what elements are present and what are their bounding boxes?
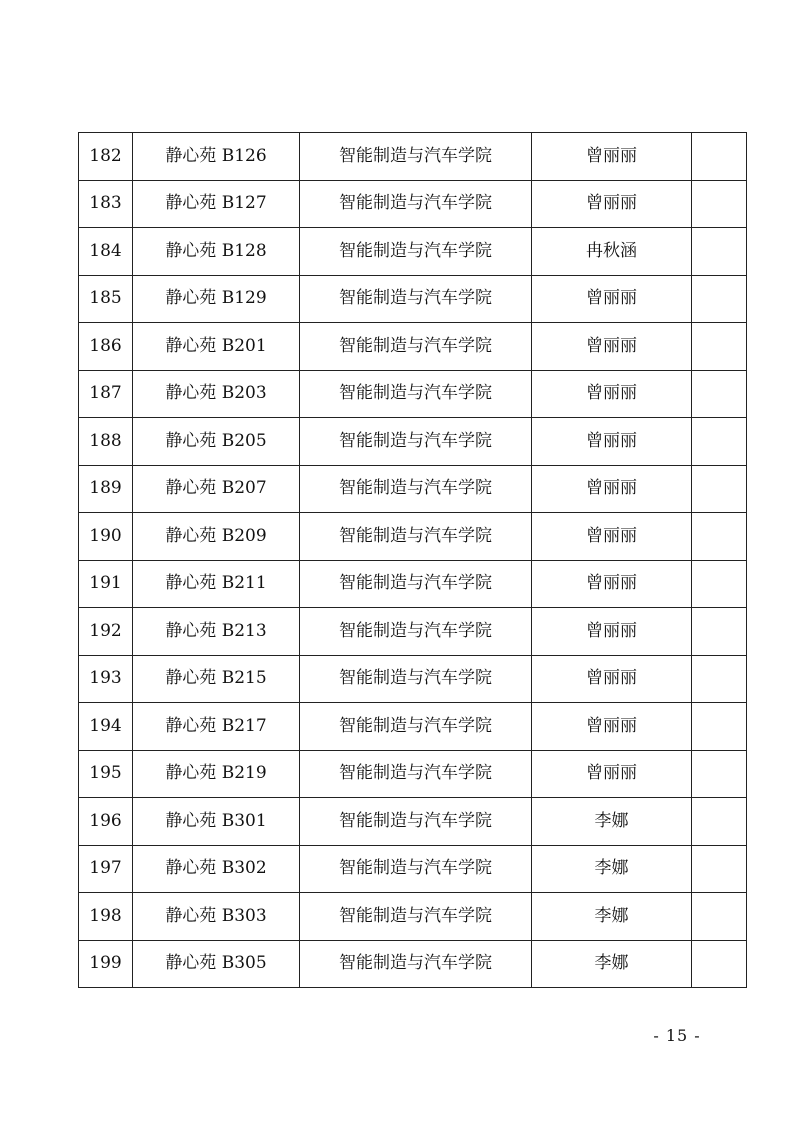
table-row [79,703,747,751]
room-name: 静心苑 B305 [133,940,300,988]
college-name: 智能制造与汽车学院 [300,608,532,656]
table-row [79,798,747,846]
person-in-charge: 李娜 [532,845,692,893]
room-name: 静心苑 B215 [133,655,300,703]
room-name: 静心苑 B219 [133,750,300,798]
note-cell [692,228,747,276]
room-name: 静心苑 B205 [133,418,300,466]
table-row [79,180,747,228]
room-name: 静心苑 B213 [133,608,300,656]
table-row [79,940,747,988]
row-number: 199 [79,940,133,988]
row-number: 196 [79,798,133,846]
person-in-charge: 曾丽丽 [532,703,692,751]
table-row [79,323,747,371]
row-number: 191 [79,560,133,608]
person-in-charge: 李娜 [532,893,692,941]
note-cell [692,940,747,988]
row-number: 198 [79,893,133,941]
table-row [79,655,747,703]
row-number: 195 [79,750,133,798]
person-in-charge: 曾丽丽 [532,370,692,418]
page-number: - 15 - [653,1026,701,1045]
table-row [79,275,747,323]
person-in-charge: 曾丽丽 [532,323,692,371]
room-name: 静心苑 B126 [133,133,300,181]
note-cell [692,370,747,418]
table-body [79,133,747,988]
note-cell [692,275,747,323]
person-in-charge: 曾丽丽 [532,560,692,608]
person-in-charge: 曾丽丽 [532,655,692,703]
college-name: 智能制造与汽车学院 [300,180,532,228]
person-in-charge: 李娜 [532,940,692,988]
row-number: 190 [79,513,133,561]
room-name: 静心苑 B301 [133,798,300,846]
person-in-charge: 曾丽丽 [532,275,692,323]
college-name: 智能制造与汽车学院 [300,323,532,371]
row-number: 194 [79,703,133,751]
row-number: 197 [79,845,133,893]
table-row [79,893,747,941]
room-name: 静心苑 B209 [133,513,300,561]
college-name: 智能制造与汽车学院 [300,655,532,703]
person-in-charge: 李娜 [532,798,692,846]
college-name: 智能制造与汽车学院 [300,418,532,466]
note-cell [692,133,747,181]
note-cell [692,655,747,703]
person-in-charge: 曾丽丽 [532,133,692,181]
table-row [79,418,747,466]
note-cell [692,323,747,371]
college-name: 智能制造与汽车学院 [300,275,532,323]
row-number: 183 [79,180,133,228]
dormitory-table [78,132,747,988]
room-name: 静心苑 B127 [133,180,300,228]
person-in-charge: 曾丽丽 [532,513,692,561]
college-name: 智能制造与汽车学院 [300,560,532,608]
college-name: 智能制造与汽车学院 [300,798,532,846]
college-name: 智能制造与汽车学院 [300,370,532,418]
college-name: 智能制造与汽车学院 [300,513,532,561]
table-row [79,370,747,418]
room-name: 静心苑 B303 [133,893,300,941]
college-name: 智能制造与汽车学院 [300,845,532,893]
room-name: 静心苑 B129 [133,275,300,323]
note-cell [692,845,747,893]
college-name: 智能制造与汽车学院 [300,228,532,276]
row-number: 192 [79,608,133,656]
note-cell [692,465,747,513]
person-in-charge: 曾丽丽 [532,180,692,228]
college-name: 智能制造与汽车学院 [300,133,532,181]
note-cell [692,703,747,751]
table-row [79,513,747,561]
note-cell [692,798,747,846]
note-cell [692,180,747,228]
note-cell [692,893,747,941]
table-row [79,750,747,798]
room-name: 静心苑 B211 [133,560,300,608]
table-row [79,845,747,893]
row-number: 185 [79,275,133,323]
room-name: 静心苑 B203 [133,370,300,418]
room-name: 静心苑 B217 [133,703,300,751]
college-name: 智能制造与汽车学院 [300,465,532,513]
note-cell [692,608,747,656]
college-name: 智能制造与汽车学院 [300,703,532,751]
person-in-charge: 曾丽丽 [532,465,692,513]
note-cell [692,560,747,608]
table-row [79,465,747,513]
college-name: 智能制造与汽车学院 [300,940,532,988]
person-in-charge: 曾丽丽 [532,608,692,656]
table-row [79,228,747,276]
person-in-charge: 冉秋涵 [532,228,692,276]
row-number: 186 [79,323,133,371]
note-cell [692,750,747,798]
row-number: 182 [79,133,133,181]
person-in-charge: 曾丽丽 [532,418,692,466]
person-in-charge: 曾丽丽 [532,750,692,798]
table-row [79,608,747,656]
room-name: 静心苑 B201 [133,323,300,371]
table-row [79,133,747,181]
room-name: 静心苑 B302 [133,845,300,893]
room-name: 静心苑 B207 [133,465,300,513]
row-number: 184 [79,228,133,276]
row-number: 189 [79,465,133,513]
row-number: 187 [79,370,133,418]
college-name: 智能制造与汽车学院 [300,750,532,798]
note-cell [692,418,747,466]
row-number: 193 [79,655,133,703]
table-row [79,560,747,608]
room-name: 静心苑 B128 [133,228,300,276]
college-name: 智能制造与汽车学院 [300,893,532,941]
note-cell [692,513,747,561]
row-number: 188 [79,418,133,466]
